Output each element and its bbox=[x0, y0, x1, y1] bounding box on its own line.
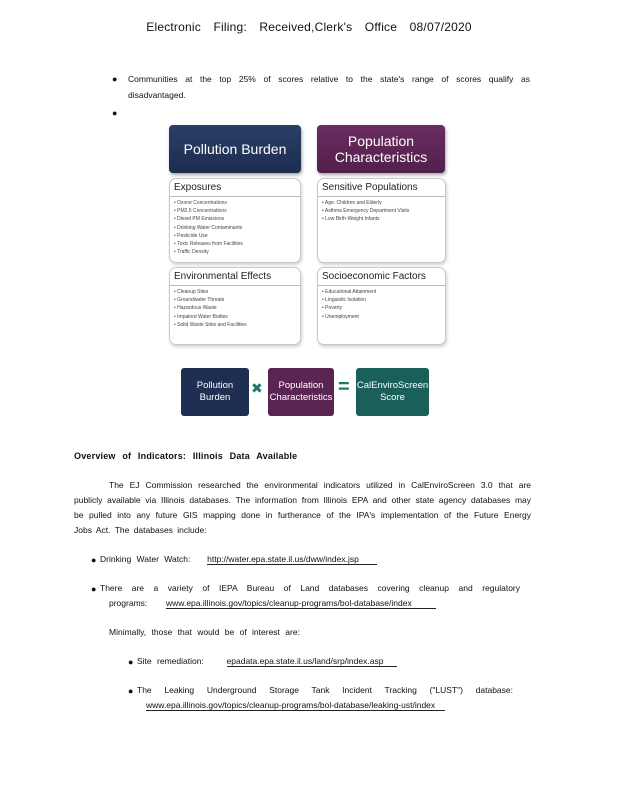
bullet-marker: ● bbox=[128, 657, 134, 667]
disadvantaged-criteria-text: Communities at the top 25% of scores relative to the state's range of scores qualify as disadvantaged. bbox=[128, 74, 530, 100]
calenviroscreen-diagram bbox=[167, 123, 449, 423]
equation-pollution-burden: Pollution Burden bbox=[181, 368, 249, 416]
list-item: • Hazardous Waste bbox=[174, 304, 300, 312]
overview-paragraph: The EJ Commission researched the environmental indicators utilized in CalEnviroScreen 3.0 that are publicly available via Illinois databases. The information from Illinois EPA and other state agency databases may be pulled into any future GIS mapping done in furtherance of the IPA's implementation of the Future Energy Jobs Act. The databases include: bbox=[74, 480, 531, 535]
bullet-marker: ● bbox=[91, 555, 97, 565]
bureau-programs-label: programs: bbox=[109, 598, 148, 608]
equation-calenviroscreen-score: CalEnviroScreen Score bbox=[356, 368, 429, 416]
drinking-water-link[interactable]: http://water.epa.state.il.us/dww/index.jsp bbox=[207, 554, 377, 565]
sensitive-populations-title: Sensitive Populations bbox=[318, 179, 445, 197]
list-item: • Diesel PM Emissions bbox=[174, 215, 300, 223]
environmental-effects-card bbox=[169, 267, 301, 345]
list-item: • Solid Waste Sites and Facilities bbox=[174, 321, 300, 329]
list-item: • Poverty bbox=[322, 304, 445, 312]
list-item: • Drinking Water Contaminants bbox=[174, 224, 300, 232]
list-item: • Age: Children and Elderly bbox=[322, 199, 445, 207]
environmental-effects-title: Environmental Effects bbox=[170, 268, 300, 286]
list-item: • Educational Attainment bbox=[322, 288, 445, 296]
site-remediation-link[interactable]: epadata.epa.state.il.us/land/srp/index.asp bbox=[227, 656, 398, 667]
list-item: • Traffic Density bbox=[174, 248, 300, 256]
bullet-marker: ● bbox=[112, 74, 118, 84]
lust-database-link[interactable]: www.epa.illinois.gov/topics/cleanup-programs/bol-database/leaking-ust/index bbox=[146, 700, 445, 711]
multiply-icon: ✖ bbox=[251, 380, 263, 396]
list-item: • PM2.5 Concentrations bbox=[174, 207, 300, 215]
list-item: • Linguistic Isolation bbox=[322, 296, 445, 304]
list-item: • Ozone Concentrations bbox=[174, 199, 300, 207]
bullet-marker-empty: ● bbox=[112, 108, 118, 118]
filing-header: Electronic Filing: Received,Clerk's Office 08/07/2020 bbox=[146, 20, 472, 34]
socioeconomic-factors-title: Socioeconomic Factors bbox=[318, 268, 445, 286]
exposures-list bbox=[170, 199, 300, 256]
list-item: • Cleanup Sites bbox=[174, 288, 300, 296]
sensitive-populations-list bbox=[318, 199, 445, 224]
list-item: • Asthma Emergency Department Visits bbox=[322, 207, 445, 215]
environmental-effects-list bbox=[170, 288, 300, 329]
bureau-text-line-1: There are a variety of IEPA Bureau of Land databases covering cleanup and regulatory bbox=[100, 583, 520, 593]
list-item: • Pesticide Use bbox=[174, 232, 300, 240]
drinking-water-item bbox=[100, 552, 377, 567]
bureau-item-line-2 bbox=[109, 596, 436, 611]
section-title: Overview of Indicators: Illinois Data Available bbox=[74, 451, 298, 461]
list-item: • Unemployment bbox=[322, 313, 445, 321]
site-remediation-item bbox=[137, 654, 397, 669]
socioeconomic-factors-list bbox=[318, 288, 445, 321]
site-remediation-label: Site remediation: bbox=[137, 656, 204, 666]
equation-population-characteristics: Population Characteristics bbox=[268, 368, 334, 416]
pollution-burden-header: Pollution Burden bbox=[169, 125, 301, 173]
bullet-marker: ● bbox=[91, 584, 97, 594]
population-characteristics-header: Population Characteristics bbox=[317, 125, 445, 173]
socioeconomic-factors-card bbox=[317, 267, 446, 345]
lust-text: The Leaking Underground Storage Tank Incident Tracking ("LUST") database: bbox=[137, 685, 513, 695]
equals-icon: = bbox=[338, 376, 350, 398]
drinking-water-label: Drinking Water Watch: bbox=[100, 554, 191, 564]
bullet-marker: ● bbox=[128, 686, 134, 696]
sensitive-populations-card bbox=[317, 178, 446, 263]
exposures-title: Exposures bbox=[170, 179, 300, 197]
exposures-card bbox=[169, 178, 301, 263]
list-item: • Toxic Releases from Facilities bbox=[174, 240, 300, 248]
list-item: • Groundwater Threats bbox=[174, 296, 300, 304]
bureau-database-link[interactable]: www.epa.illinois.gov/topics/cleanup-programs/bol-database/index bbox=[166, 598, 436, 609]
list-item: • Impaired Water Bodies bbox=[174, 313, 300, 321]
lust-item-line-2 bbox=[146, 698, 445, 713]
minimally-text: Minimally, those that would be of interest are: bbox=[109, 627, 300, 637]
list-item: • Low Birth-Weight Infants bbox=[322, 215, 445, 223]
